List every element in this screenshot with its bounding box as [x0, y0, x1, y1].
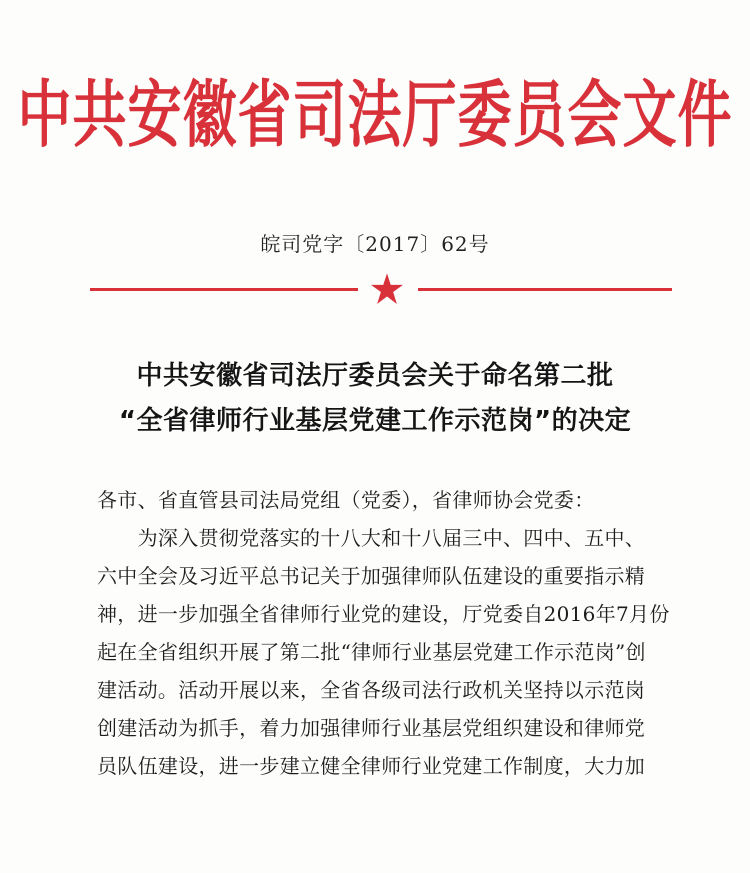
- body-line: 为深入贯彻党落实的十八大和十八届三中、四中、五中、: [97, 526, 646, 550]
- body-line: 建活动。活动开展以来，全省各级司法行政机关坚持以示范岗: [97, 678, 646, 702]
- addressee-line: 各市、省直管县司法局党组（党委），省律师协会党委：: [97, 488, 595, 512]
- body-line: 创建活动为抓手，着力加强律师行业基层党组织建设和律师党: [97, 716, 646, 740]
- document-title-line-1: 中共安徽省司法厅委员会关于命名第二批: [136, 361, 614, 391]
- document-number: 皖司党字〔2017〕62号: [260, 232, 490, 256]
- red-divider-left: [90, 288, 358, 291]
- red-divider-right: [418, 288, 672, 291]
- body-line: 起在全省组织开展了第二批“律师行业基层党建工作示范岗”创: [97, 640, 646, 664]
- red-star-icon: [370, 272, 404, 306]
- body-line: 员队伍建设，进一步建立健全律师行业党建工作制度，大力加: [97, 754, 646, 778]
- body-line: 神，进一步加强全省律师行业党的建设，厅党委自2016年7月份: [97, 602, 670, 626]
- document-masthead: 中共安徽省司法厅委员会文件: [17, 71, 733, 158]
- document-title-line-2: “全省律师行业基层党建工作示范岗”的决定: [118, 406, 632, 436]
- body-line: 六中全会及习近平总书记关于加强律师队伍建设的重要指示精: [97, 564, 646, 588]
